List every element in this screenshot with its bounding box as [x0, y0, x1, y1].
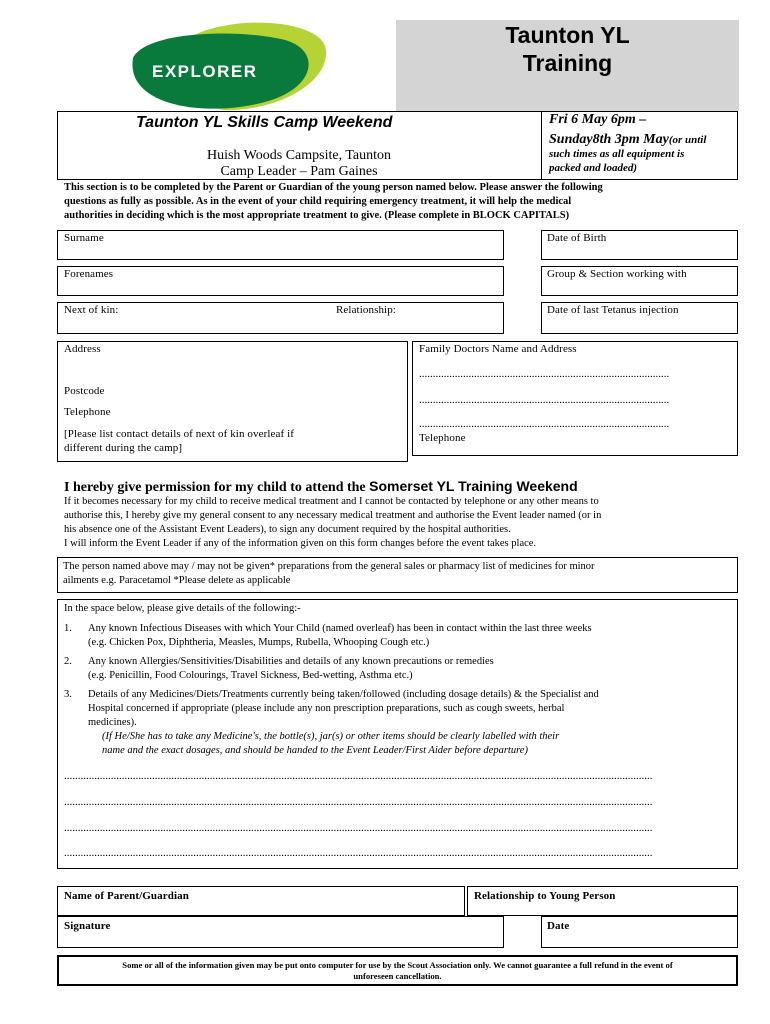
- explorer-logo: [125, 18, 330, 113]
- intro-line2: questions as fully as possible. As in the event of your child requiring emergency treatment, it will help the medical: [64, 196, 572, 207]
- training-title-line2: Training: [522, 50, 613, 76]
- medicine-note-line1: (If He/She has to take any Medicine's, the bottle(s), jar(s) or other items should be clearly labelled with their: [102, 731, 560, 742]
- detail-item-1-line2: (e.g. Chicken Pox, Diphtheria, Measles, Mumps, Rubella, Whooping Cough etc.): [88, 637, 430, 648]
- event-dates-line3: such times as all equipment is: [549, 148, 685, 160]
- event-location: Huish Woods Campsite, Taunton: [206, 148, 392, 163]
- contact-note-line1: [Please list contact details of next of kin overleaf if: [64, 428, 295, 440]
- event-dates-suffix: (or until: [668, 134, 707, 146]
- intro-line3: authorities in deciding which is the most appropriate treatment to give. (Please complete in BLOCK CAPITALS): [64, 210, 570, 221]
- event-dates-line2: [549, 130, 706, 148]
- detail-item-3-line2: Hospital concerned if appropriate (please include any non prescription preparations, such as cough sweets, herbal: [88, 703, 565, 714]
- permission-p2: authorise this, I hereby give my general consent to any necessary medical treatment and authorise the Event leader named (or in: [64, 510, 602, 521]
- doctor-label: Family Doctors Name and Address: [419, 343, 577, 355]
- relationship-label: Relationship:: [336, 304, 396, 316]
- date-field[interactable]: [541, 916, 738, 948]
- telephone-label: Telephone: [64, 406, 111, 418]
- event-dates-line1: Fri 6 May 6pm –: [549, 112, 647, 127]
- details-dotline-1: ......................................................................................................................................................................................................................: [64, 770, 653, 782]
- details-dotline-3: ......................................................................................................................................................................................................................: [64, 822, 653, 834]
- tetanus-label: Date of last Tetanus injection: [547, 304, 679, 316]
- logo-text: EXPLORER: [152, 62, 258, 81]
- next-of-kin-field[interactable]: [57, 302, 504, 334]
- detail-item-1-line1: Any known Infectious Diseases with which Your Child (named overleaf) has been in contact within the last three weeks: [88, 623, 592, 634]
- doctor-line1: ...........................................................................................: [419, 368, 670, 380]
- permission-p3: his absence one of the Assistant Event Leaders), to sign any document required by the hospital authorities.: [64, 524, 511, 535]
- permission-p1: If it becomes necessary for my child to receive medical treatment and I cannot be contacted by telephone or any other means to: [64, 496, 599, 507]
- contact-note-line2: different during the camp]: [64, 442, 183, 454]
- group-label: Group & Section working with: [547, 268, 687, 280]
- doctor-telephone-label: Telephone: [419, 432, 466, 444]
- address-label: Address: [64, 343, 101, 355]
- permission-heading-event: Somerset YL Training Weekend: [369, 478, 578, 494]
- doctor-line3: ...........................................................................................: [419, 418, 670, 430]
- parent-name-label: Name of Parent/Guardian: [64, 890, 189, 902]
- medication-consent-line2: ailments e.g. Paracetamol *Please delete as applicable: [63, 575, 291, 586]
- forenames-field[interactable]: [57, 266, 504, 296]
- footer-notice-line2: unforeseen cancellation.: [353, 971, 442, 981]
- event-title: Taunton YL Skills Camp Weekend: [136, 114, 393, 131]
- details-dotline-4: ......................................................................................................................................................................................................................: [64, 847, 653, 859]
- doctor-line2: ...........................................................................................: [419, 394, 670, 406]
- postcode-label: Postcode: [64, 385, 105, 397]
- forenames-label: Forenames: [64, 268, 114, 280]
- detail-item-3-line1: Details of any Medicines/Diets/Treatments currently being taken/followed (including dosage details) & the Specialist and: [88, 689, 599, 700]
- event-divider: [541, 111, 542, 180]
- surname-label: Surname: [64, 232, 104, 244]
- date-label: Date: [547, 920, 570, 932]
- permission-p4: I will inform the Event Leader if any of the information given on this form changes before the event takes place.: [64, 538, 537, 549]
- training-title-line1: Taunton YL: [505, 22, 630, 48]
- permission-heading-start: I hereby give permission for my child to attend the: [64, 480, 370, 495]
- dob-label: Date of Birth: [547, 232, 607, 244]
- footer-notice-line1: Some or all of the information given may be put onto computer for use by the Scout Association only. We cannot guarantee a full refund in the event of: [122, 960, 673, 970]
- detail-item-3-line3: medicines).: [88, 717, 137, 728]
- surname-field[interactable]: [57, 230, 504, 260]
- relationship-young-person-label: Relationship to Young Person: [474, 890, 616, 902]
- next-of-kin-label: Next of kin:: [64, 304, 119, 316]
- intro-line1: This section is to be completed by the Parent or Guardian of the young person named below. Please answer the following: [64, 182, 603, 193]
- event-leader: Camp Leader – Pam Gaines: [220, 164, 378, 179]
- detail-item-2-num: 2.: [64, 656, 72, 667]
- details-dotline-2: ......................................................................................................................................................................................................................: [64, 796, 653, 808]
- event-dates-end: Sunday8th 3pm May: [549, 132, 669, 147]
- detail-item-2-line2: (e.g. Penicillin, Food Colourings, Travel Sickness, Bed-wetting, Asthma etc.): [88, 670, 413, 681]
- detail-item-2-line1: Any known Allergies/Sensitivities/Disabilities and details of any known precautions or remedies: [88, 656, 494, 667]
- detail-item-3-num: 3.: [64, 689, 72, 700]
- medicine-note-line2: name and the exact dosages, and should be handed to the Event Leader/First Aider before departure): [102, 745, 528, 756]
- detail-item-1-num: 1.: [64, 623, 72, 634]
- medication-consent-line1: The person named above may / may not be given* preparations from the general sales or pharmacy list of medicines for minor: [63, 561, 595, 572]
- event-dates-line4: packed and loaded): [549, 162, 637, 174]
- details-intro: In the space below, please give details of the following:-: [64, 603, 301, 614]
- permission-heading: [64, 478, 578, 496]
- signature-label: Signature: [64, 920, 111, 932]
- signature-field[interactable]: [57, 916, 504, 948]
